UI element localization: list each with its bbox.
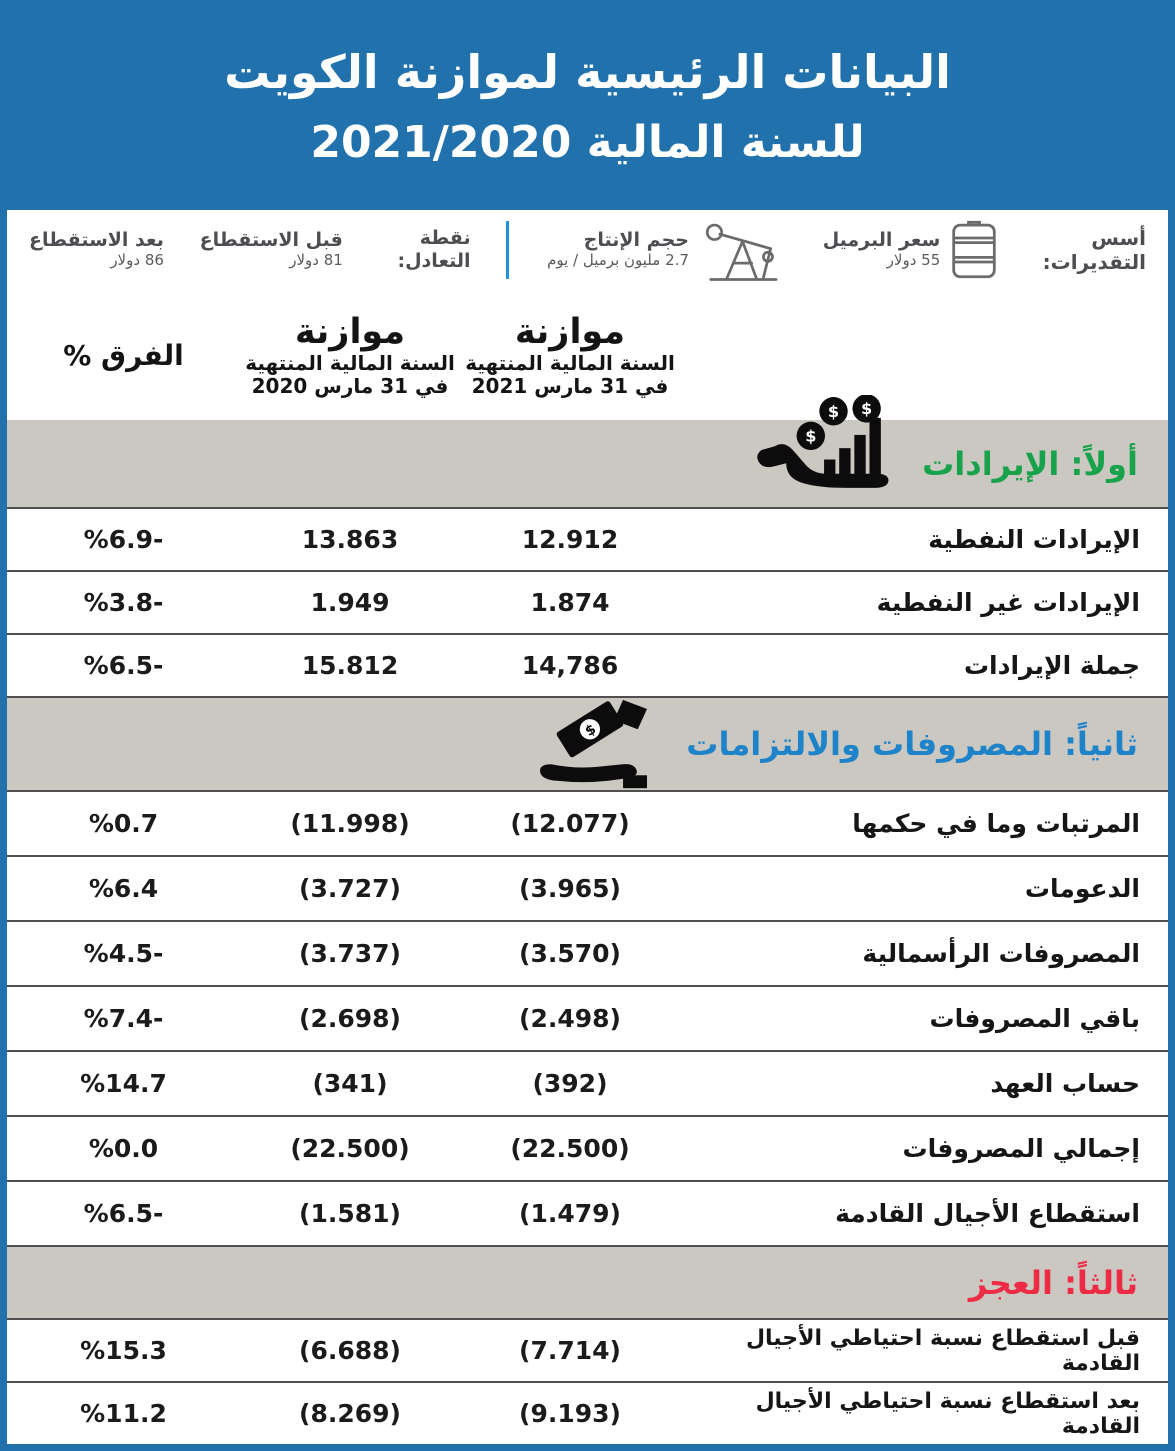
table-row	[7, 920, 1168, 985]
section-title-deficit: ثالثاً: العجز	[968, 1263, 1138, 1302]
section-title-revenues: أولاً: الإيرادات	[922, 444, 1138, 483]
row-label: إجمالي المصروفات	[902, 1134, 1140, 1163]
value-diff: %6.5-	[83, 1199, 164, 1228]
page-title-line1: البيانات الرئيسية لموازنة الكويت	[224, 45, 951, 99]
production-label: حجم الإنتاج	[583, 229, 689, 252]
row-label: قبل استقطاع نسبة احتياطي الأجيال القادمة	[745, 1325, 1140, 1376]
value-2020: 15.812	[301, 651, 399, 680]
svg-text:$: $	[861, 398, 873, 418]
value-2021: 1.874	[530, 588, 610, 617]
barrel-price-value: 55 دولار	[886, 251, 941, 270]
value-diff: %11.2	[80, 1399, 167, 1428]
content-frame	[0, 210, 1175, 1451]
row-label: باقي المصروفات	[929, 1004, 1140, 1033]
assumptions-heading: أسس التقديرات:	[1042, 226, 1146, 274]
column-header-diff: الفرق %	[63, 338, 184, 372]
value-2021: (1.479)	[519, 1199, 621, 1228]
value-diff: %4.5-	[83, 939, 164, 968]
value-diff: %3.8-	[83, 588, 164, 617]
value-2021: (7.714)	[519, 1336, 621, 1365]
row-label: حساب العهد	[990, 1069, 1140, 1098]
value-2021: (9.193)	[519, 1399, 621, 1428]
value-2020: (22.500)	[290, 1134, 410, 1163]
value-diff: %6.4	[88, 874, 159, 903]
after-deduction-value: 86 دولار	[110, 251, 164, 270]
value-2020: (1.581)	[299, 1199, 401, 1228]
value-diff: %7.4-	[83, 1004, 164, 1033]
table-row	[7, 633, 1168, 696]
value-2020: (8.269)	[299, 1399, 401, 1428]
value-diff: %6.5-	[83, 651, 164, 680]
value-2021: (3.965)	[519, 874, 621, 903]
section-title-expenses: ثانياً: المصروفات والالتزامات	[686, 725, 1138, 763]
assumptions-strip	[7, 210, 1168, 290]
value-2021: 12.912	[521, 525, 619, 554]
table-row	[7, 570, 1168, 633]
table-row	[7, 855, 1168, 920]
column-headers	[7, 290, 1168, 420]
hand-banknote-icon	[530, 698, 660, 790]
row-label: بعد استقطاع نسبة احتياطي الأجيال القادمة	[755, 1388, 1140, 1439]
hand-chart-coins-icon	[754, 395, 896, 507]
value-2021: (12.077)	[510, 809, 630, 838]
breakeven-heading: نقطة التعادل:	[397, 227, 471, 272]
column-header-2021: موازنة السنة المالية المنتهية في 31 مارس 2021	[465, 312, 675, 398]
value-diff: %0.7	[88, 809, 159, 838]
vertical-divider	[506, 221, 509, 279]
oil-pumpjack-icon	[699, 216, 787, 284]
production-group	[545, 216, 787, 284]
table-row	[7, 1115, 1168, 1180]
svg-text:$: $	[828, 401, 840, 421]
table-row	[7, 1318, 1168, 1381]
row-label: جملة الإيرادات	[963, 651, 1140, 680]
table-row	[7, 985, 1168, 1050]
value-2021: 14,786	[521, 651, 619, 680]
svg-text:$: $	[582, 721, 600, 740]
value-2021: (2.498)	[519, 1004, 621, 1033]
value-2020: (341)	[312, 1069, 388, 1098]
value-2020: (3.727)	[299, 874, 401, 903]
table-row	[7, 1050, 1168, 1115]
row-label: الإيرادات النفطية	[928, 525, 1140, 554]
value-diff: %0.0	[88, 1134, 159, 1163]
before-deduction-group	[200, 230, 343, 269]
value-2020: 1.949	[310, 588, 390, 617]
barrel-price-label: سعر البرميل	[822, 229, 941, 252]
section-header-deficit	[7, 1245, 1168, 1318]
page-title-line2: للسنة المالية 2021/2020	[310, 117, 865, 168]
column-header-2020: موازنة السنة المالية المنتهية في 31 مارس 2020	[245, 312, 455, 398]
before-deduction-value: 81 دولار	[289, 251, 343, 270]
table-row	[7, 790, 1168, 855]
value-2021: (3.570)	[519, 939, 621, 968]
title-bar	[0, 0, 1175, 210]
row-label: المصروفات الرأسمالية	[862, 939, 1140, 968]
oil-barrel-icon	[950, 219, 998, 281]
value-diff: %15.3	[80, 1336, 167, 1365]
barrel-price-group	[823, 219, 999, 281]
section-header-revenues	[7, 398, 1168, 507]
value-2020: (11.998)	[290, 809, 410, 838]
before-deduction-label: قبل الاستقطاع	[199, 229, 343, 252]
svg-text:$: $	[805, 426, 817, 446]
row-label: الإيرادات غير النفطية	[876, 588, 1140, 617]
section-header-expenses	[7, 696, 1168, 790]
after-deduction-label: بعد الاستقطاع	[29, 229, 164, 252]
value-2021: (392)	[532, 1069, 608, 1098]
production-value: 2.7 مليون برميل / يوم	[547, 251, 689, 270]
value-2020: 13.863	[301, 525, 399, 554]
value-2020: (6.688)	[299, 1336, 401, 1365]
value-2021: (22.500)	[510, 1134, 630, 1163]
table-row	[7, 507, 1168, 570]
value-diff: %14.7	[80, 1069, 167, 1098]
value-2020: (2.698)	[299, 1004, 401, 1033]
row-label: الدعومات	[1024, 874, 1140, 903]
value-diff: %6.9-	[83, 525, 164, 554]
table-row	[7, 1180, 1168, 1245]
value-2020: (3.737)	[299, 939, 401, 968]
row-label: استقطاع الأجيال القادمة	[835, 1199, 1140, 1228]
table-row	[7, 1381, 1168, 1444]
after-deduction-group	[29, 230, 164, 269]
row-label: المرتبات وما في حكمها	[852, 809, 1140, 838]
